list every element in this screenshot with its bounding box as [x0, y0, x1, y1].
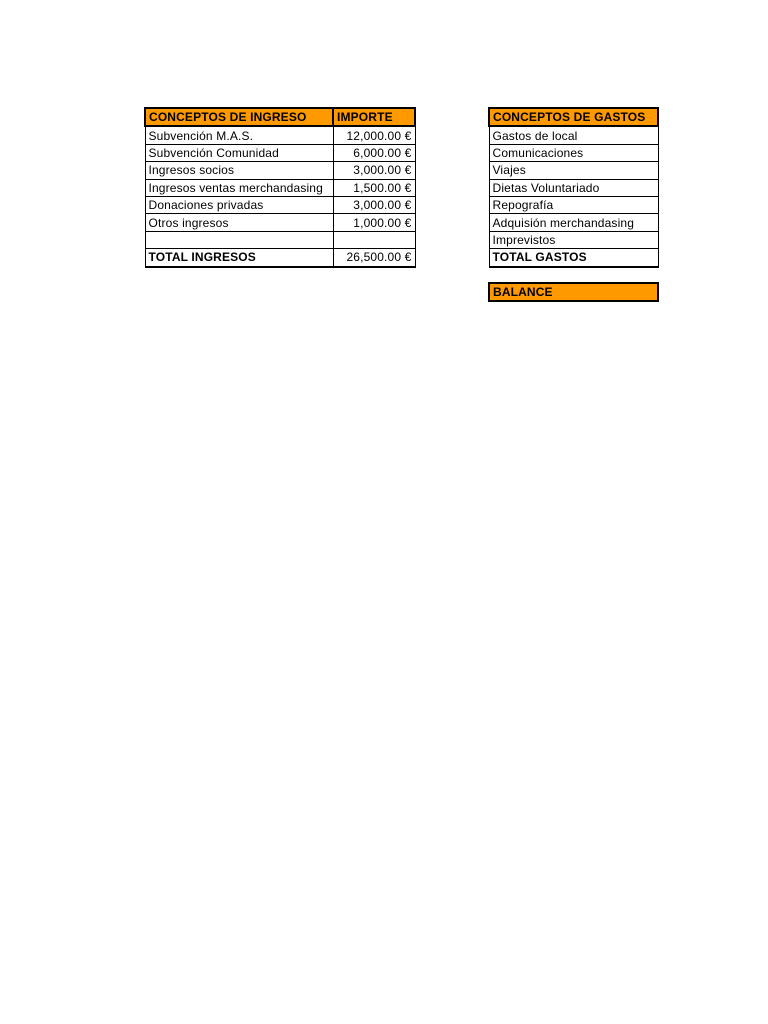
expense-concept-cell[interactable]: Repografía [489, 196, 658, 213]
income-amount-cell[interactable]: 12,000.00 € [333, 126, 415, 144]
balance-label[interactable]: BALANCE [489, 283, 658, 301]
income-table [144, 107, 416, 268]
income-concept-cell[interactable]: Otros ingresos [145, 214, 333, 231]
income-row [145, 196, 415, 213]
income-concept-cell[interactable]: Subvención Comunidad [145, 144, 333, 161]
expense-total-label[interactable]: TOTAL GASTOS [489, 249, 658, 267]
income-concept-cell[interactable]: Donaciones privadas [145, 196, 333, 213]
income-row [145, 126, 415, 144]
expense-row [489, 126, 658, 144]
income-amount-header[interactable]: IMPORTE [333, 108, 415, 126]
expense-row [489, 144, 658, 161]
income-concept-cell[interactable]: Ingresos socios [145, 162, 333, 179]
income-concept-cell[interactable] [145, 231, 333, 248]
income-row [145, 162, 415, 179]
income-amount-cell[interactable]: 1,000.00 € [333, 214, 415, 231]
expense-concept-cell[interactable]: Viajes [489, 162, 658, 179]
expense-concept-cell[interactable]: Adquisión merchandasing [489, 214, 658, 231]
expense-row [489, 162, 658, 179]
income-row [145, 179, 415, 196]
income-header-row [145, 108, 415, 126]
income-amount-cell[interactable]: 6,000.00 € [333, 144, 415, 161]
expense-header-row [489, 108, 658, 126]
income-amount-cell[interactable]: 3,000.00 € [333, 196, 415, 213]
expense-total-row [489, 249, 658, 267]
expense-concept-cell[interactable]: Imprevistos [489, 231, 658, 248]
income-row-empty [145, 231, 415, 248]
income-row [145, 144, 415, 161]
income-amount-cell[interactable]: 1,500.00 € [333, 179, 415, 196]
income-row [145, 214, 415, 231]
expense-concept-cell[interactable]: Dietas Voluntariado [489, 179, 658, 196]
expense-concept-header[interactable]: CONCEPTOS DE GASTOS [489, 108, 658, 126]
income-total-amount[interactable]: 26,500.00 € [333, 249, 415, 267]
expense-concept-cell[interactable]: Comunicaciones [489, 144, 658, 161]
income-concept-header[interactable]: CONCEPTOS DE INGRESO [145, 108, 333, 126]
expense-concept-cell[interactable]: Gastos de local [489, 126, 658, 144]
expense-row [489, 179, 658, 196]
income-concept-cell[interactable]: Ingresos ventas merchandasing [145, 179, 333, 196]
balance-table [488, 282, 659, 302]
income-amount-cell[interactable] [333, 231, 415, 248]
income-total-row [145, 249, 415, 267]
expense-row [489, 214, 658, 231]
balance-row [489, 283, 658, 301]
income-amount-cell[interactable]: 3,000.00 € [333, 162, 415, 179]
income-concept-cell[interactable]: Subvención M.A.S. [145, 126, 333, 144]
expense-row [489, 196, 658, 213]
income-total-label[interactable]: TOTAL INGRESOS [145, 249, 333, 267]
expense-row [489, 231, 658, 248]
expense-table [488, 107, 659, 268]
